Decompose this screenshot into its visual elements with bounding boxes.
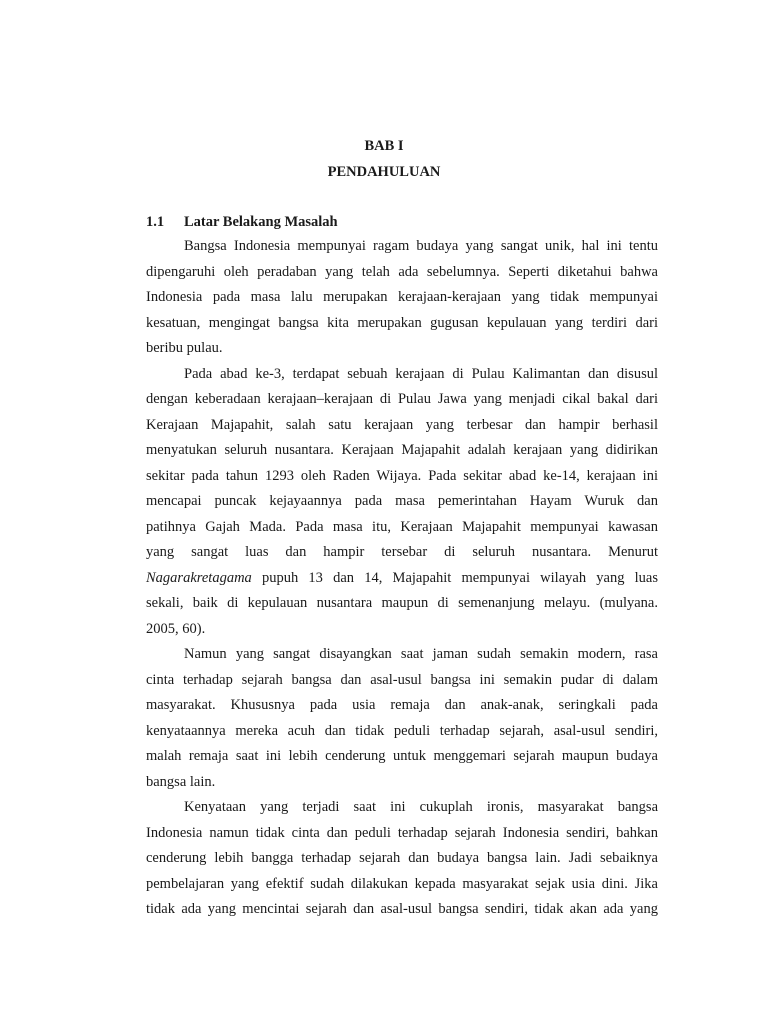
text-line: patihnya Gajah Mada. Pada masa itu, Kerajaan Majapahit mempunyai kawasan <box>146 518 658 535</box>
text-line: dengan keberadaan kerajaan–kerajaan di Pulau Jawa yang menjadi cikal bakal dari <box>146 391 658 407</box>
text-line <box>146 566 658 592</box>
text-line: 2005, 60). <box>146 620 206 637</box>
text-line: masyarakat. Khususnya pada usia remaja dan anak-anak, seringkali pada <box>146 697 658 713</box>
section-heading <box>146 212 338 232</box>
text-line: beribu pulau. <box>146 340 223 356</box>
paragraph-3 <box>146 642 658 795</box>
paragraph-4 <box>146 795 658 923</box>
text-line: sekali, baik di kepulauan nusantara maupun di semenanjung melayu. (mulyana. <box>146 595 658 611</box>
text-line: yang sangat luas dan hampir tersebar di seluruh nusantara. Menurut <box>146 544 658 560</box>
section-number: 1.1 <box>146 214 165 230</box>
text-line: kesatuan, mengingat bangsa kita merupakan gugusan kepulauan yang terdiri dari <box>146 314 658 331</box>
text-line: Namun yang sangat disayangkan saat jaman sudah semakin modern, rasa <box>184 646 658 662</box>
paragraph-1 <box>146 234 658 362</box>
chapter-title: PENDAHULUAN <box>327 164 441 180</box>
body-text <box>146 234 658 923</box>
text-line: cenderung lebih bangga terhadap sejarah dan budaya bangsa lain. Jadi sebaiknya <box>146 850 658 866</box>
text-line: menyatukan seluruh nusantara. Kerajaan Majapahit adalah kerajaan yang didirikan <box>146 442 658 458</box>
italic-term: Nagarakretagama <box>146 569 252 586</box>
text-line: Pada abad ke-3, terdapat sebuah kerajaan di Pulau Kalimantan dan disusul <box>184 365 658 382</box>
text-line: mencapai puncak kejayaannya pada masa pemerintahan Hayam Wuruk dan <box>146 493 658 509</box>
text-line: Kerajaan Majapahit, salah satu kerajaan yang terbesar dan hampir berhasil <box>146 416 658 433</box>
text-line: malah remaja saat ini lebih cenderung untuk menggemari sejarah maupun budaya <box>146 748 658 764</box>
chapter-number: BAB I <box>364 138 404 154</box>
text-line: Indonesia namun tidak cinta dan peduli terhadap sejarah Indonesia sendiri, bahkan <box>146 824 658 841</box>
text-line: Kenyataan yang terjadi saat ini cukuplah ironis, masyarakat bangsa <box>184 799 658 815</box>
section-title: Latar Belakang Masalah <box>184 214 338 230</box>
paragraph-2 <box>146 362 658 643</box>
text-line: pembelajaran yang efektif sudah dilakukan kepada masyarakat sejak usia dini. Jika <box>146 875 658 892</box>
text-line-rest: pupuh 13 dan 14, Majapahit mempunyai wilayah yang luas <box>251 569 658 586</box>
text-line: tidak ada yang mencintai sejarah dan asal-usul bangsa sendiri, tidak akan ada yang <box>146 901 658 917</box>
text-line: Indonesia pada masa lalu merupakan kerajaan-kerajaan yang tidak mempunyai <box>146 289 658 305</box>
text-line: Bangsa Indonesia mempunyai ragam budaya yang sangat unik, hal ini tentu <box>184 238 658 254</box>
text-line: dipengaruhi oleh peradaban yang telah ada sebelumnya. Seperti diketahui bahwa <box>146 263 658 280</box>
text-line: bangsa lain. <box>146 773 216 790</box>
text-line: cinta terhadap sejarah bangsa dan asal-usul bangsa ini semakin pudar di dalam <box>146 671 658 688</box>
text-line: kenyataannya mereka acuh dan tidak peduli terhadap sejarah, asal-usul sendiri, <box>146 722 658 739</box>
text-line: sekitar pada tahun 1293 oleh Raden Wijaya. Pada sekitar abad ke-14, kerajaan ini <box>146 467 658 484</box>
